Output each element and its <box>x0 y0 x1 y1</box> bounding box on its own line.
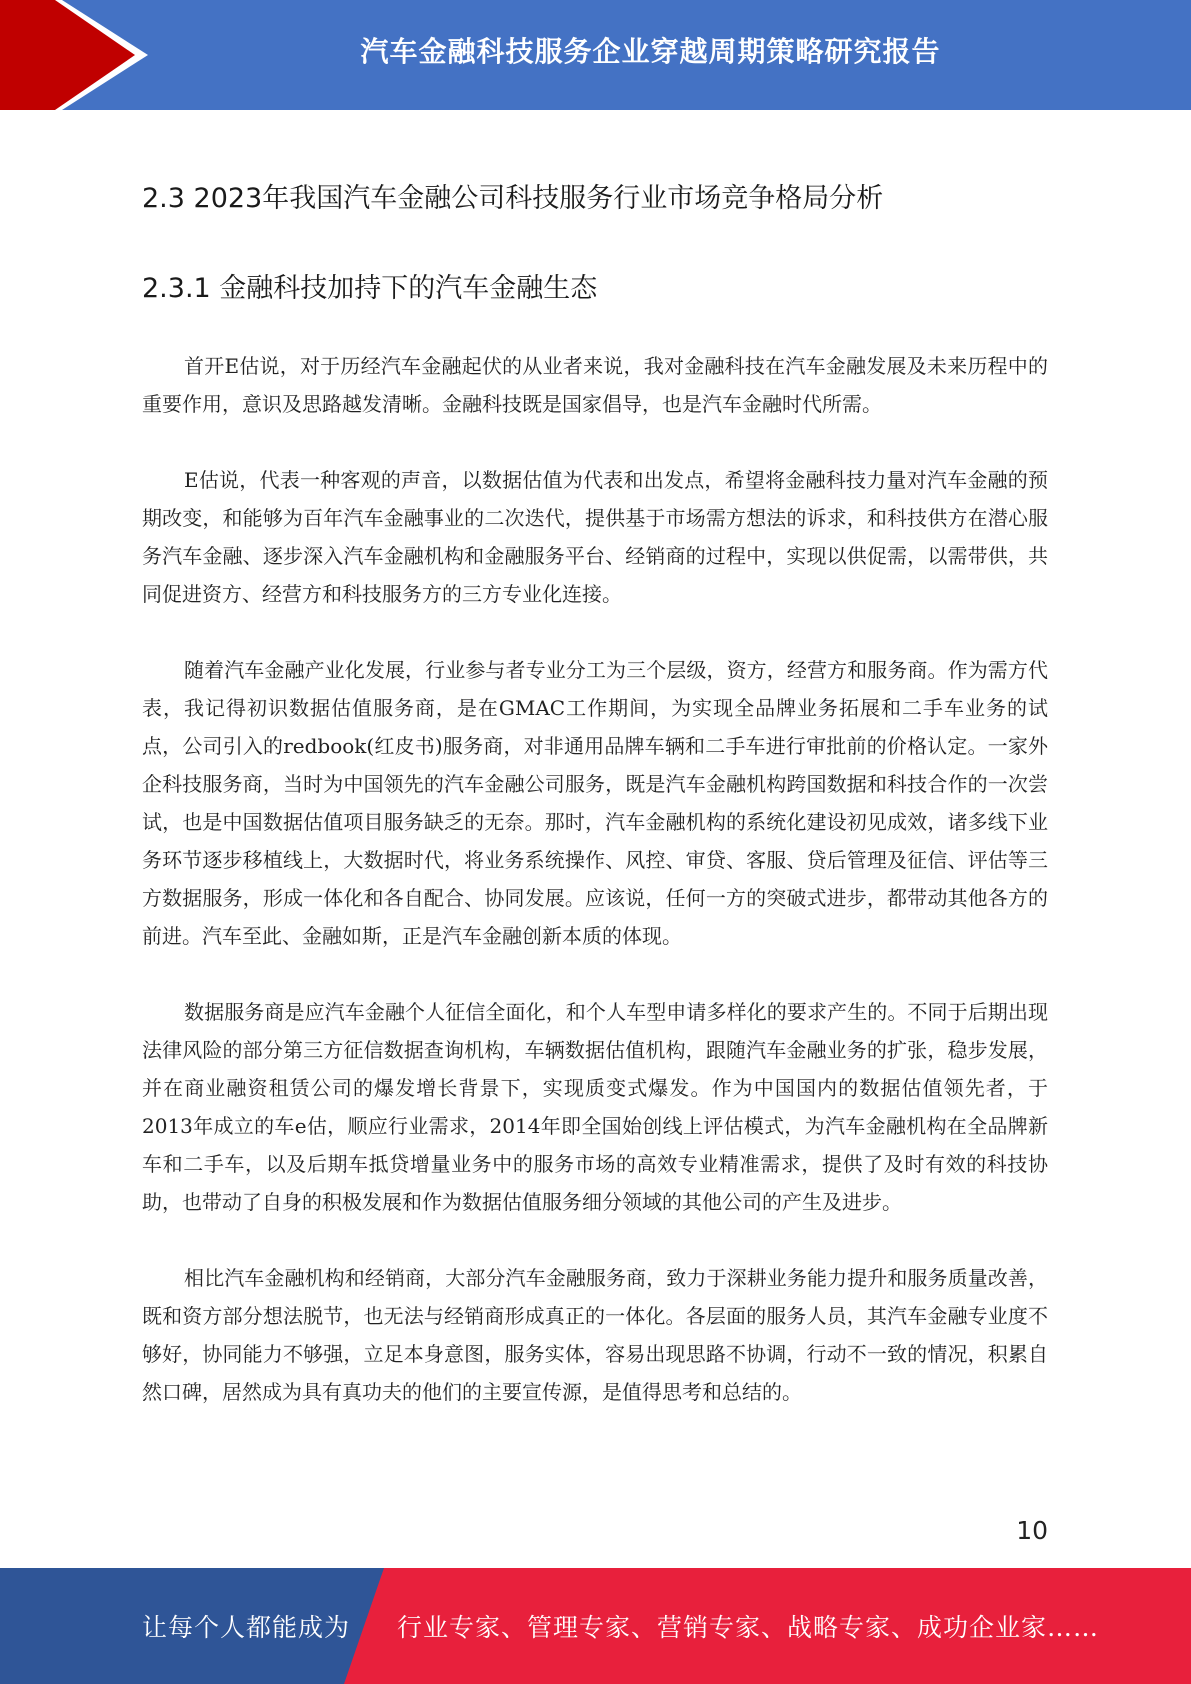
paragraph: 数据服务商是应汽车金融个人征信全面化，和个人车型申请多样化的要求产生的。不同于后期出现法律风险的部分第三方征信数据查询机构，车辆数据估值机构，跟随汽车金融业务的扩张，稳步发展，并在商业融资租赁公司的爆发增长背景下，实现质变式爆发。作为中国国内的数据估值领先者，于2013年成立的车e估，顺应行业需求，2014年即全国始创线上评估模式，为汽车金融机构在全品牌新车和二手车，以及后期车抵贷增量业务中的服务市场的高效专业精准需求，提供了及时有效的科技协助，也带动了自身的积极发展和作为数据估值服务细分领域的其他公司的产生及进步。 <box>142 1000 1048 1214</box>
footer-slogan-left: 让每个人都能成为 <box>142 1613 351 1642</box>
footer-slogan-right: 行业专家、管理专家、营销专家、战略专家、成功企业家…… <box>397 1613 1100 1642</box>
paragraph: 随着汽车金融产业化发展，行业参与者专业分工为三个层级，资方，经营方和服务商。作为需方代表，我记得初识数据估值服务商，是在GMAC工作期间，为实现全品牌业务拓展和二手车业务的试点，公司引入的redbook(红皮书)服务商，对非通用品牌车辆和二手车进行审批前的价格认定。一家外企科技服务商，当时为中国领先的汽车金融公司服务，既是汽车金融机构跨国数据和科技合作的一次尝试，也是中国数据估值项目服务缺乏的无奈。那时，汽车金融机构的系统化建设初见成效，诸多线下业务环节逐步移植线上，大数据时代，将业务系统操作、风控、审贷、客服、贷后管理及征信、评估等三方数据服务，形成一体化和各自配合、协同发展。应该说，任何一方的突破式进步，都带动其他各方的前进。汽车至此、金融如斯，正是汽车金融创新本质的体现。 <box>142 658 1048 948</box>
section-heading: 2.3 2023年我国汽车金融公司科技服务行业市场竞争格局分析 <box>142 183 884 214</box>
page-footer <box>0 1568 1191 1684</box>
paragraph: 首开E估说，对于历经汽车金融起伏的从业者来说，我对金融科技在汽车金融发展及未来历程中的重要作用，意识及思路越发清晰。金融科技既是国家倡导，也是汽车金融时代所需。 <box>142 354 1048 416</box>
page-content <box>142 175 1048 1449</box>
paragraph: E估说，代表一种客观的声音，以数据估值为代表和出发点，希望将金融科技力量对汽车金融的预期改变，和能够为百年汽车金融事业的二次迭代，提供基于市场需方想法的诉求，和科技供方在潜心服务汽车金融、逐步深入汽车金融机构和金融服务平台、经销商的过程中，实现以供促需，以需带供，共同促进资方、经营方和科技服务方的三方专业化连接。 <box>142 468 1048 606</box>
paragraph: 相比汽车金融机构和经销商，大部分汽车金融服务商，致力于深耕业务能力提升和服务质量改善，既和资方部分想法脱节，也无法与经销商形成真正的一体化。各层面的服务人员，其汽车金融专业度不够好，协同能力不够强，立足本身意图，服务实体，容易出现思路不协调，行动不一致的情况，积累自然口碑，居然成为具有真功夫的他们的主要宣传源，是值得思考和总结的。 <box>142 1266 1048 1404</box>
report-title: 汽车金融科技服务企业穿越周期策略研究报告 <box>360 35 941 68</box>
page-number: 10 <box>1016 1516 1048 1545</box>
page-header <box>0 0 1191 110</box>
subsection-heading: 2.3.1 金融科技加持下的汽车金融生态 <box>142 273 598 304</box>
